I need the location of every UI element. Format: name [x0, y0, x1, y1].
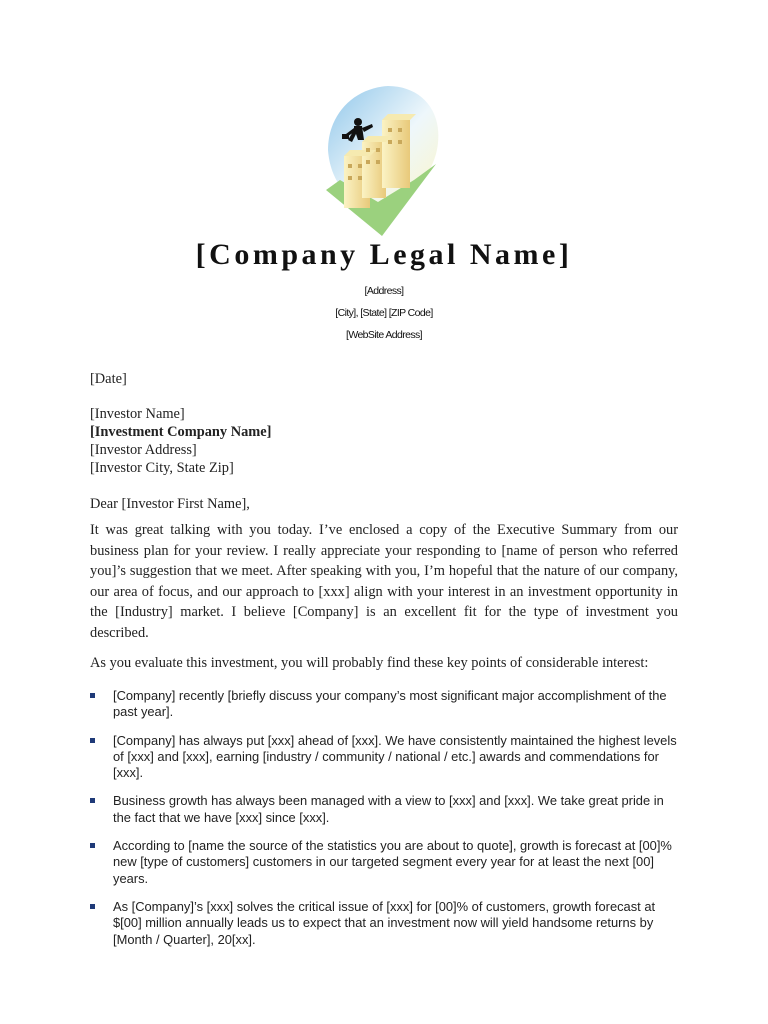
list-item-text: According to [name the source of the statistics you are about to quote], growth is forecast at [00]% new [type of customers] customers in our targeted segment every year for at least the next [00] years.	[113, 838, 672, 886]
list-item	[90, 733, 682, 782]
key-points-list	[90, 688, 682, 960]
list-item-text: [Company] has always put [xxx] ahead of [xxx]. We have consistently maintained the highest levels of [xxx] and [xxx], earning [industry / community / national / etc.] awards and commendations for [xxx].	[113, 732, 677, 781]
company-legal-name: [Company Legal Name]	[195, 238, 573, 271]
bullet-square-icon	[90, 693, 95, 698]
business-climbing-buildings-icon	[318, 84, 450, 236]
letter-date: [Date]	[90, 371, 127, 387]
company-website: [WebSite Address]	[346, 329, 422, 341]
list-item-text: As [Company]’s [xxx] solves the critical issue of [xxx] for [00]% of customers, growth forecast at $[00] million annually leads us to expect that an investment now will yield handsome returns by [Month / Quarter], 20[xx].	[113, 898, 656, 947]
investment-company-name: [Investment Company Name]	[90, 424, 272, 440]
investor-address: [Investor Address]	[90, 442, 197, 458]
list-item	[90, 793, 682, 826]
salutation: Dear [Investor First Name],	[90, 496, 250, 512]
investor-name: [Investor Name]	[90, 406, 185, 422]
list-item	[90, 688, 682, 721]
list-item-text: [Company] recently [briefly discuss your company’s most significant major accomplishment of the past year].	[113, 688, 667, 720]
list-item-text: Business growth has always been managed with a view to [xxx] and [xxx]. We take great pride in the fact that we have [xxx] since [xxx].	[113, 793, 664, 825]
company-address: [Address]	[364, 285, 404, 297]
bullet-square-icon	[90, 798, 95, 803]
body-paragraph-intro: It was great talking with you today. I’ve enclosed a copy of the Executive Summary from our business plan for your review. I really appreciate your responding to [name of person who referred you]’s suggestion that we meet. After speaking with you, I’m hopeful that the nature of our company, our area of focus, and our approach to [xxx] align with your interest in an investment opportunity in the [Industry] market. I believe [Company] is an excellent fit for the type of investment you described.	[90, 522, 678, 641]
bullet-square-icon	[90, 738, 95, 743]
bullet-square-icon	[90, 904, 95, 909]
investor-city-state-zip: [Investor City, State Zip]	[90, 460, 234, 476]
body-paragraph-key-points: As you evaluate this investment, you will probably find these key points of considerable interest:	[90, 655, 649, 671]
bullet-square-icon	[90, 843, 95, 848]
company-city-state-zip: [City], [State] [ZIP Code]	[335, 307, 433, 319]
list-item	[90, 838, 682, 887]
list-item	[90, 899, 682, 948]
